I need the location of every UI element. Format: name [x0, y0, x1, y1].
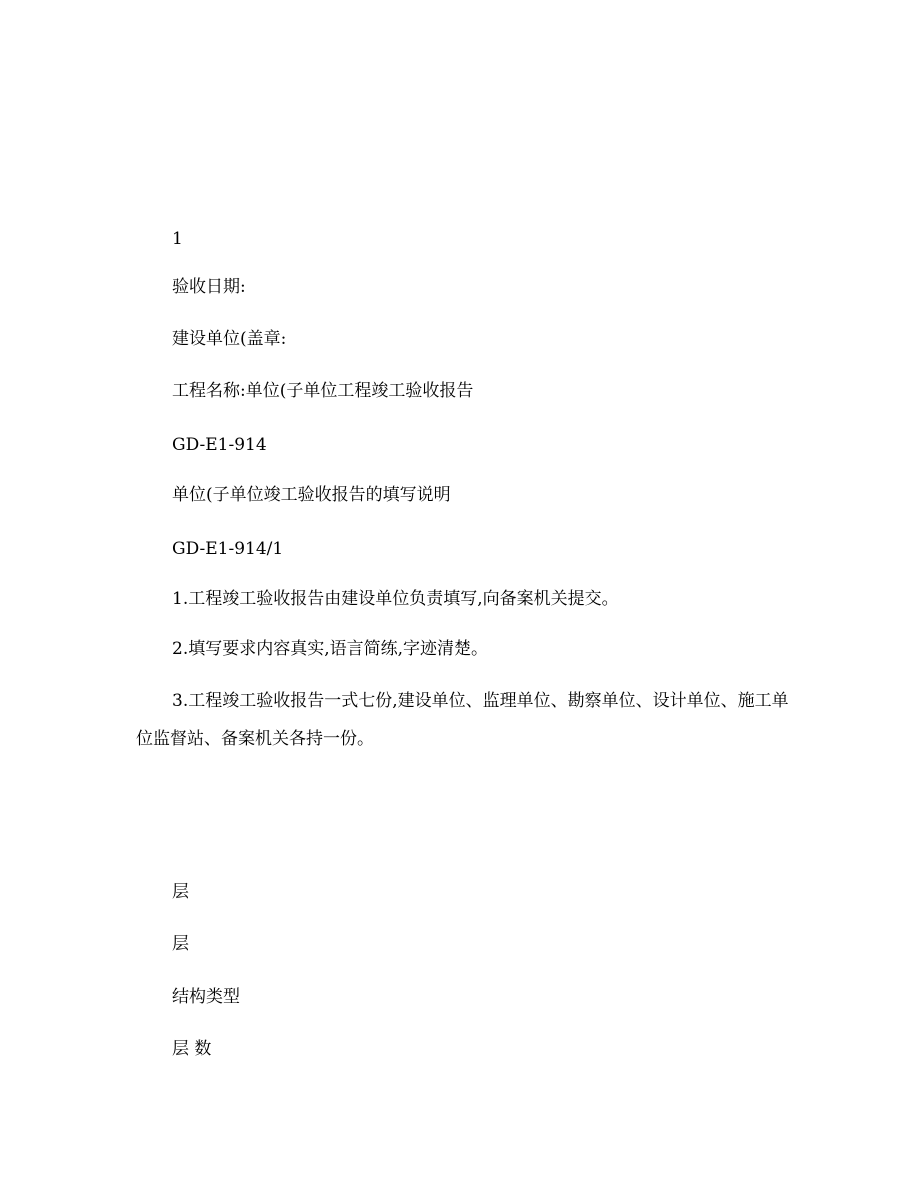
floor-label-1: 层: [172, 882, 189, 902]
instruction-item-3: 3.工程竣工验收报告一式七份,建设单位、监理单位、勘察单位、设计单位、施工单位监督站、备案机关各持一份。: [136, 691, 789, 749]
structure-type-label: 结构类型: [172, 987, 240, 1007]
instruction-item-1: 1.工程竣工验收报告由建设单位负责填写,向备案机关提交。: [172, 589, 619, 609]
instruction-item-2: 2.填写要求内容真实,语言简练,字迹清楚。: [172, 639, 489, 659]
floor-label-2: 层: [172, 934, 189, 954]
construction-unit-label: 建设单位(盖章:: [172, 329, 287, 349]
page-number: 1: [172, 229, 183, 249]
form-code: GD-E1-914: [172, 435, 267, 455]
floor-count-label: 层 数: [172, 1039, 212, 1059]
acceptance-date-label: 验收日期:: [172, 277, 246, 297]
instructions-title: 单位(子单位竣工验收报告的填写说明: [172, 485, 451, 505]
instructions-code: GD-E1-914/1: [172, 539, 284, 559]
project-name-label: 工程名称:单位(子单位工程竣工验收报告: [172, 381, 474, 401]
